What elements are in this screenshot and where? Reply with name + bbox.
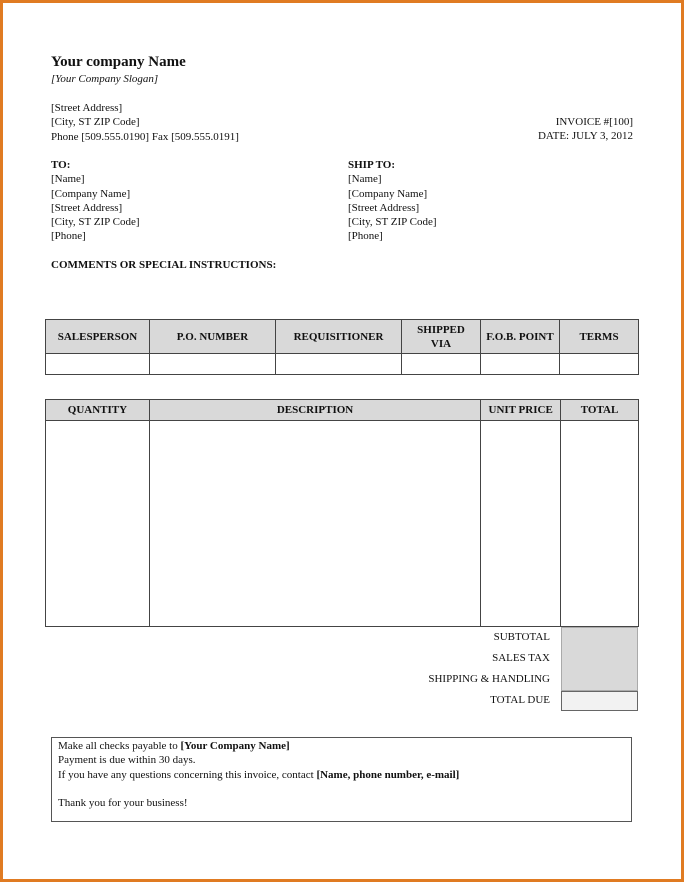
shipped-via-cell[interactable] bbox=[402, 354, 481, 375]
header-fob-point: F.O.B. POINT bbox=[481, 320, 560, 354]
checks-payee: [Your Company Name] bbox=[180, 740, 290, 752]
header-salesperson: SALESPERSON bbox=[46, 320, 150, 354]
ship-to-city: [City, ST ZIP Code] bbox=[348, 216, 437, 229]
subtotal-label: SUBTOTAL bbox=[493, 631, 550, 643]
description-column[interactable] bbox=[149, 421, 480, 627]
due-line: Payment is due within 30 days. bbox=[58, 754, 196, 767]
sales-tax-label: SALES TAX bbox=[492, 652, 550, 664]
payment-notes bbox=[51, 737, 632, 822]
sender-street: [Street Address] bbox=[51, 102, 123, 114]
shipping-label: SHIPPING & HANDLING bbox=[428, 673, 550, 685]
checks-prefix: Make all checks payable to bbox=[58, 740, 181, 752]
ship-to-phone: [Phone] bbox=[348, 230, 383, 243]
contact-info: [Name, phone number, e-mail] bbox=[316, 768, 460, 781]
checks-line bbox=[58, 739, 625, 753]
bill-to-block bbox=[51, 158, 140, 244]
unit-price-column[interactable] bbox=[481, 421, 561, 627]
invoice-number: INVOICE #[100] bbox=[555, 116, 633, 128]
comments-label: COMMENTS OR SPECIAL INSTRUCTIONS: bbox=[51, 259, 277, 271]
header-po-number: P.O. NUMBER bbox=[150, 320, 276, 354]
subtotal-tax-shipping-box[interactable] bbox=[561, 627, 638, 691]
bill-to-label: TO: bbox=[51, 159, 71, 171]
sender-city: [City, ST ZIP Code] bbox=[51, 116, 140, 129]
ship-to-name: [Name] bbox=[348, 173, 382, 186]
line-items-table bbox=[45, 399, 639, 627]
total-column[interactable] bbox=[561, 421, 639, 627]
ship-to-block bbox=[348, 158, 437, 244]
header-quantity: QUANTITY bbox=[46, 400, 150, 421]
company-name: Your company Name bbox=[51, 54, 186, 70]
header-shipped-via bbox=[402, 320, 481, 354]
ship-to-label: SHIP TO: bbox=[348, 159, 395, 171]
bill-to-phone: [Phone] bbox=[51, 230, 86, 243]
header-unit-price: UNIT PRICE bbox=[481, 400, 561, 421]
sender-phone-fax: Phone [509.555.0190] Fax [509.555.0191] bbox=[51, 130, 239, 143]
quantity-column[interactable] bbox=[46, 421, 150, 627]
ship-to-company: [Company Name] bbox=[348, 187, 428, 200]
bill-to-name: [Name] bbox=[51, 173, 85, 186]
questions-line bbox=[58, 768, 625, 782]
invoice-date: DATE: JULY 3, 2012 bbox=[537, 130, 633, 143]
order-info-table bbox=[45, 319, 639, 375]
total-due-label: TOTAL DUE bbox=[490, 694, 550, 706]
ship-to-street: [Street Address] bbox=[348, 201, 420, 214]
salesperson-cell[interactable] bbox=[46, 354, 150, 375]
bill-to-city: [City, ST ZIP Code] bbox=[51, 216, 140, 229]
header-terms: TERMS bbox=[560, 320, 639, 354]
thanks-line: Thank you for your business! bbox=[58, 796, 188, 809]
bill-to-company: [Company Name] bbox=[51, 187, 131, 200]
header-requisitioner: REQUISITIONER bbox=[276, 320, 402, 354]
fob-point-cell[interactable] bbox=[481, 354, 560, 375]
total-due-box[interactable] bbox=[561, 691, 638, 711]
requisitioner-cell[interactable] bbox=[276, 354, 402, 375]
terms-cell[interactable] bbox=[560, 354, 639, 375]
spacer bbox=[58, 782, 625, 796]
sender-address bbox=[51, 101, 239, 144]
invoice-meta bbox=[538, 115, 633, 144]
header-total: TOTAL bbox=[561, 400, 639, 421]
shipped-via-text: SHIPPED VIA bbox=[417, 323, 465, 350]
po-number-cell[interactable] bbox=[150, 354, 276, 375]
company-slogan: [Your Company Slogan] bbox=[51, 73, 159, 85]
questions-prefix: If you have any questions concerning this invoice, contact bbox=[58, 768, 317, 781]
bill-to-street: [Street Address] bbox=[51, 201, 123, 214]
header-description: DESCRIPTION bbox=[149, 400, 480, 421]
